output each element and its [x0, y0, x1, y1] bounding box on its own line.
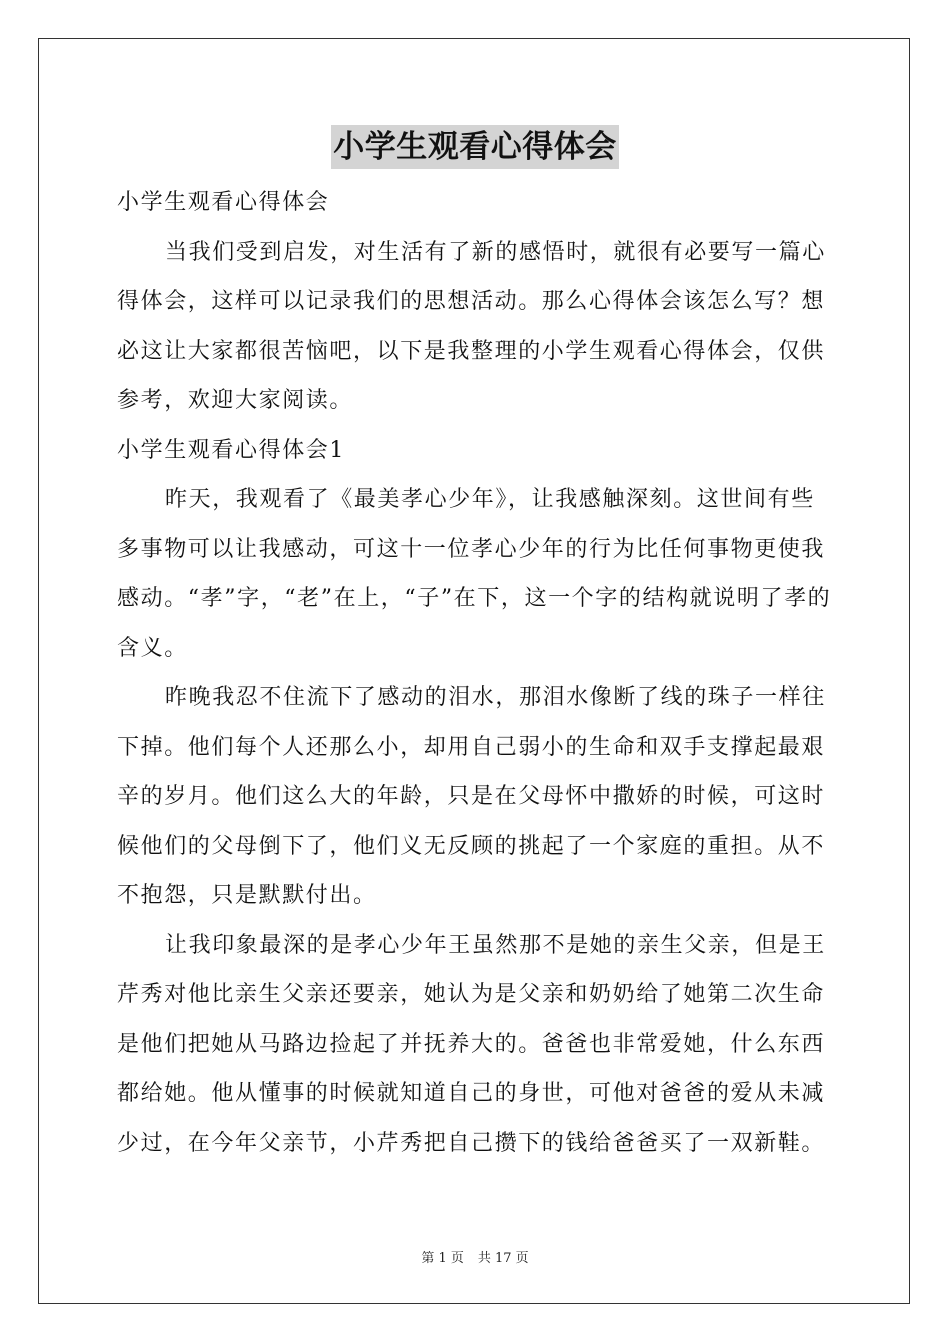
- document-body: [117, 178, 833, 1168]
- page-footer: [0, 1247, 950, 1266]
- page-total: 共 17 页: [477, 1251, 529, 1266]
- section-heading: 小学生观看心得体会1: [117, 437, 345, 463]
- document-subtitle: 小学生观看心得体会: [117, 190, 330, 215]
- body-paragraph-3: 让我印象最深的是孝心少年王虽然那不是她的亲生父亲，但是王芹秀对他比亲生父亲还要亲，她认为是父亲和奶奶给了她第二次生命是他们把她从马路边捡起了并抚养大的。爸爸也非常爱她，什么东西都给她。他从懂事的时候就知道自己的身世，可他对爸爸的爱从未减少过，在今年父亲节，小芹秀把自己攒下的钱给爸爸买了一双新鞋。: [117, 932, 826, 1156]
- body-paragraph-2: 昨晚我忍不住流下了感动的泪水，那泪水像断了线的珠子一样往下掉。他们每个人还那么小，却用自己弱小的生命和双手支撑起最艰辛的岁月。他们这么大的年龄，只是在父母怀中撒娇的时候，可这时候他们的父母倒下了，他们义无反顾的挑起了一个家庭的重担。从不不抱怨，只是默默付出。: [117, 685, 826, 908]
- document-title: 小学生观看心得体会: [331, 125, 619, 169]
- body-paragraph-1: 昨天，我观看了《最美孝心少年》，让我感触深刻。这世间有些多事物可以让我感动，可这十一位孝心少年的行为比任何事物更使我感动。“孝”字，“老”在上，“子”在下，这一个字的结构就说明了孝的含义。: [117, 487, 832, 661]
- page-number: 第 1 页: [421, 1251, 464, 1266]
- title-container: [0, 125, 950, 169]
- intro-paragraph: 当我们受到启发，对生活有了新的感悟时，就很有必要写一篇心得体会，这样可以记录我们的思想活动。那么心得体会该怎么写？想必这让大家都很苦恼吧，以下是我整理的小学生观看心得体会，仅供参考，欢迎大家阅读。: [117, 239, 826, 413]
